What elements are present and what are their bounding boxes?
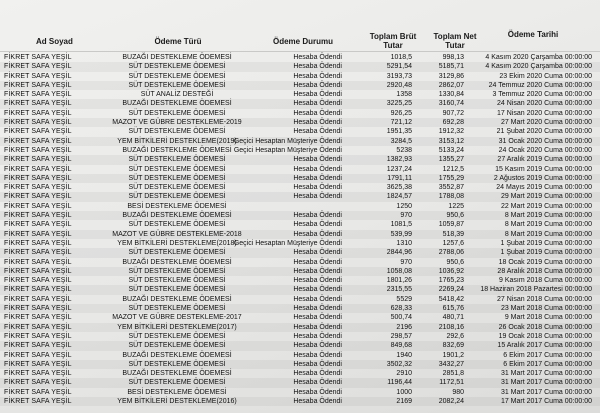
header-name: Ad Soyad bbox=[36, 37, 73, 46]
cell-name: FİKRET SAFA YEŞİL bbox=[4, 305, 72, 313]
cell-payment-date: 8 Mart 2019 Cuma 00:00:00 bbox=[504, 230, 592, 238]
cell-payment-status: Hesaba Ödendi bbox=[293, 360, 342, 368]
cell-payment-date: 6 Ekim 2017 Cuma 00:00:00 bbox=[503, 351, 592, 359]
cell-payment-date: 8 Mart 2019 Cuma 00:00:00 bbox=[504, 212, 592, 220]
cell-payment-date: 24 Ocak 2020 Cuma 00:00:00 bbox=[498, 146, 592, 154]
cell-payment-date: 19 Ocak 2018 Cuma 00:00:00 bbox=[498, 332, 592, 340]
cell-name: FİKRET SAFA YEŞİL bbox=[4, 230, 72, 238]
cell-payment-date: 17 Mart 2017 Cuma 00:00:00 bbox=[500, 397, 592, 405]
table-row bbox=[0, 360, 600, 369]
table-row bbox=[0, 323, 600, 332]
table-row bbox=[0, 146, 600, 155]
cell-name: FİKRET SAFA YEŞİL bbox=[4, 137, 72, 145]
cell-payment-status: Hesaba Ödendi bbox=[293, 397, 342, 405]
cell-payment-status: Hesaba Ödendi bbox=[293, 81, 342, 89]
cell-payment-date: 3 Temmuz 2020 Cuma 00:00:00 bbox=[492, 91, 592, 99]
cell-payment-type: BUZAĞI DESTEKLEME ÖDEMESİ bbox=[122, 295, 232, 303]
cell-gross-amount: 2910 bbox=[396, 370, 412, 378]
payment-rows bbox=[0, 53, 600, 406]
cell-name: FİKRET SAFA YEŞİL bbox=[4, 314, 72, 322]
cell-net-amount: 1788,08 bbox=[438, 193, 464, 201]
cell-payment-date: 4 Kasım 2020 Çarşamba 00:00:00 bbox=[485, 63, 592, 71]
table-row bbox=[0, 304, 600, 313]
cell-gross-amount: 3625,38 bbox=[386, 184, 412, 192]
cell-payment-status: Hesaba Ödendi bbox=[293, 128, 342, 136]
cell-gross-amount: 500,74 bbox=[390, 314, 412, 322]
cell-payment-date: 31 Ocak 2020 Cuma 00:00:00 bbox=[498, 137, 592, 145]
table-row bbox=[0, 192, 600, 201]
cell-name: FİKRET SAFA YEŞİL bbox=[4, 202, 72, 210]
cell-name: FİKRET SAFA YEŞİL bbox=[4, 267, 72, 275]
cell-payment-date: 22 Mart 2019 Cuma 00:00:00 bbox=[500, 202, 592, 210]
cell-gross-amount: 970 bbox=[400, 258, 412, 266]
cell-payment-type: SÜT DESTEKLEME ÖDEMESİ bbox=[128, 193, 226, 201]
cell-payment-status: Geçici Hesaptan Müşteriye Ödendi bbox=[233, 146, 342, 154]
cell-net-amount: 980 bbox=[452, 388, 464, 396]
cell-payment-status: Hesaba Ödendi bbox=[293, 295, 342, 303]
cell-payment-type: SÜT DESTEKLEME ÖDEMESİ bbox=[128, 379, 226, 387]
cell-payment-type: YEM BİTKİLERİ DESTEKLEME(2018) bbox=[117, 239, 237, 247]
cell-payment-type: SÜT DESTEKLEME ÖDEMESİ bbox=[128, 360, 226, 368]
cell-payment-type: SÜT DESTEKLEME ÖDEMESİ bbox=[128, 267, 226, 275]
cell-name: FİKRET SAFA YEŞİL bbox=[4, 258, 72, 266]
header-payment-type: Ödeme Türü bbox=[154, 37, 202, 46]
cell-payment-date: 1 Şubat 2019 Cuma 00:00:00 bbox=[500, 249, 592, 257]
cell-payment-type: YEM BİTKİLERİ DESTEKLEME(2019) bbox=[117, 137, 237, 145]
cell-net-amount: 1212,5 bbox=[442, 165, 464, 173]
cell-net-amount: 292,6 bbox=[446, 332, 464, 340]
table-row bbox=[0, 174, 600, 183]
cell-payment-date: 15 Kasım 2019 Cuma 00:00:00 bbox=[495, 165, 592, 173]
cell-name: FİKRET SAFA YEŞİL bbox=[4, 63, 72, 71]
header-gross-amount bbox=[358, 32, 428, 50]
cell-net-amount: 2269,24 bbox=[438, 286, 464, 294]
cell-payment-date: 17 Nisan 2020 Cuma 00:00:00 bbox=[497, 109, 592, 117]
cell-gross-amount: 5238 bbox=[396, 146, 412, 154]
cell-net-amount: 950,6 bbox=[446, 212, 464, 220]
cell-net-amount: 950,6 bbox=[446, 258, 464, 266]
cell-gross-amount: 1250 bbox=[396, 202, 412, 210]
table-row bbox=[0, 118, 600, 127]
cell-payment-type: YEM BİTKİLERİ DESTEKLEME(2016) bbox=[117, 397, 237, 405]
cell-payment-date: 31 Mart 2017 Cuma 00:00:00 bbox=[500, 379, 592, 387]
cell-net-amount: 480,71 bbox=[442, 314, 464, 322]
cell-name: FİKRET SAFA YEŞİL bbox=[4, 165, 72, 173]
cell-payment-date: 24 Temmuz 2020 Cuma 00:00:00 bbox=[488, 81, 592, 89]
cell-name: FİKRET SAFA YEŞİL bbox=[4, 81, 72, 89]
cell-payment-date: 27 Nisan 2018 Cuma 00:00:00 bbox=[497, 295, 592, 303]
cell-payment-type: SÜT DESTEKLEME ÖDEMESİ bbox=[128, 128, 226, 136]
cell-payment-type: SÜT DESTEKLEME ÖDEMESİ bbox=[128, 184, 226, 192]
cell-net-amount: 2108,16 bbox=[438, 323, 464, 331]
cell-payment-status: Hesaba Ödendi bbox=[293, 63, 342, 71]
cell-payment-type: SÜT DESTEKLEME ÖDEMESİ bbox=[128, 174, 226, 182]
cell-gross-amount: 1000 bbox=[396, 388, 412, 396]
cell-payment-date: 26 Ocak 2018 Cuma 00:00:00 bbox=[498, 323, 592, 331]
cell-gross-amount: 1081,5 bbox=[390, 221, 412, 229]
header-net-line1: Toplam Net bbox=[433, 32, 477, 41]
cell-name: FİKRET SAFA YEŞİL bbox=[4, 379, 72, 387]
cell-payment-type: SÜT DESTEKLEME ÖDEMESİ bbox=[128, 286, 226, 294]
cell-payment-type: SÜT DESTEKLEME ÖDEMESİ bbox=[128, 109, 226, 117]
table-row bbox=[0, 62, 600, 71]
cell-payment-status: Hesaba Ödendi bbox=[293, 230, 342, 238]
cell-payment-status: Hesaba Ödendi bbox=[293, 221, 342, 229]
cell-name: FİKRET SAFA YEŞİL bbox=[4, 193, 72, 201]
cell-payment-type: YEM BİTKİLERİ DESTEKLEME(2017) bbox=[117, 323, 237, 331]
cell-payment-date: 23 Mart 2018 Cuma 00:00:00 bbox=[500, 305, 592, 313]
cell-gross-amount: 1310 bbox=[396, 239, 412, 247]
cell-gross-amount: 3502,32 bbox=[386, 360, 412, 368]
cell-net-amount: 2788,06 bbox=[438, 249, 464, 257]
cell-name: FİKRET SAFA YEŞİL bbox=[4, 286, 72, 294]
cell-name: FİKRET SAFA YEŞİL bbox=[4, 146, 72, 154]
cell-name: FİKRET SAFA YEŞİL bbox=[4, 295, 72, 303]
cell-payment-date: 6 Ekim 2017 Cuma 00:00:00 bbox=[503, 360, 592, 368]
cell-payment-date: 31 Mart 2017 Cuma 00:00:00 bbox=[500, 370, 592, 378]
cell-gross-amount: 5291,54 bbox=[386, 63, 412, 71]
cell-gross-amount: 1951,35 bbox=[386, 128, 412, 136]
cell-gross-amount: 1196,44 bbox=[387, 379, 412, 387]
header-gross-line1: Toplam Brüt bbox=[369, 32, 417, 41]
table-row bbox=[0, 248, 600, 257]
cell-payment-type: SÜT DESTEKLEME ÖDEMESİ bbox=[128, 72, 226, 80]
cell-net-amount: 1172,51 bbox=[439, 379, 464, 387]
cell-payment-date: 28 Aralık 2018 Cuma 00:00:00 bbox=[497, 267, 592, 275]
cell-name: FİKRET SAFA YEŞİL bbox=[4, 221, 72, 229]
table-row bbox=[0, 155, 600, 164]
table-row bbox=[0, 183, 600, 192]
cell-payment-status: Hesaba Ödendi bbox=[293, 332, 342, 340]
cell-name: FİKRET SAFA YEŞİL bbox=[4, 91, 72, 99]
cell-gross-amount: 1824,57 bbox=[386, 193, 412, 201]
cell-net-amount: 1330,84 bbox=[438, 91, 464, 99]
cell-payment-date: 31 Mart 2017 Cuma 00:00:00 bbox=[500, 388, 592, 396]
cell-payment-status: Hesaba Ödendi bbox=[293, 323, 342, 331]
cell-payment-type: SÜT DESTEKLEME ÖDEMESİ bbox=[128, 305, 226, 313]
cell-payment-date: 29 Mart 2019 Cuma 00:00:00 bbox=[500, 193, 592, 201]
cell-payment-type: BUZAĞI DESTEKLEME ÖDEMESİ bbox=[122, 351, 232, 359]
cell-payment-type: SÜT ANALİZ DESTEĞİ bbox=[140, 91, 214, 99]
cell-payment-type: BUZAĞI DESTEKLEME ÖDEMESİ bbox=[122, 146, 232, 154]
cell-gross-amount: 1791,11 bbox=[387, 174, 412, 182]
cell-name: FİKRET SAFA YEŞİL bbox=[4, 388, 72, 396]
cell-gross-amount: 970 bbox=[400, 212, 412, 220]
cell-gross-amount: 1801,26 bbox=[386, 277, 412, 285]
cell-net-amount: 1765,23 bbox=[438, 277, 464, 285]
cell-name: FİKRET SAFA YEŞİL bbox=[4, 128, 72, 136]
cell-payment-date: 4 Kasım 2020 Çarşamba 00:00:00 bbox=[485, 54, 592, 61]
cell-payment-type: SÜT DESTEKLEME ÖDEMESİ bbox=[128, 81, 226, 89]
cell-payment-type: MAZOT VE GÜBRE DESTEKLEME-2019 bbox=[112, 119, 242, 127]
table-row bbox=[0, 53, 600, 62]
cell-gross-amount: 721,12 bbox=[390, 119, 412, 127]
cell-payment-type: SÜT DESTEKLEME ÖDEMESİ bbox=[128, 156, 226, 164]
cell-gross-amount: 926,25 bbox=[390, 109, 412, 117]
cell-name: FİKRET SAFA YEŞİL bbox=[4, 156, 72, 164]
table-row bbox=[0, 313, 600, 322]
table-row bbox=[0, 109, 600, 118]
cell-net-amount: 907,72 bbox=[442, 109, 464, 117]
cell-net-amount: 3153,12 bbox=[438, 137, 464, 145]
table-row bbox=[0, 351, 600, 360]
cell-name: FİKRET SAFA YEŞİL bbox=[4, 351, 72, 359]
table-row bbox=[0, 211, 600, 220]
cell-payment-type: BUZAĞI DESTEKLEME ÖDEMESİ bbox=[122, 54, 232, 61]
cell-payment-status: Hesaba Ödendi bbox=[293, 212, 342, 220]
cell-net-amount: 2082,24 bbox=[438, 397, 464, 405]
cell-payment-status: Geçici Hesaptan Müşteriye Ödendi bbox=[233, 137, 342, 145]
cell-payment-type: BUZAĞI DESTEKLEME ÖDEMESİ bbox=[122, 100, 232, 108]
cell-net-amount: 1059,87 bbox=[438, 221, 464, 229]
cell-payment-status: Hesaba Ödendi bbox=[293, 72, 342, 80]
table-row bbox=[0, 276, 600, 285]
cell-payment-type: SÜT DESTEKLEME ÖDEMESİ bbox=[128, 165, 226, 173]
cell-net-amount: 2862,07 bbox=[438, 81, 464, 89]
cell-net-amount: 2851,8 bbox=[442, 370, 464, 378]
cell-gross-amount: 628,33 bbox=[390, 305, 412, 313]
header-net-line2: Tutar bbox=[445, 41, 465, 50]
cell-net-amount: 1912,32 bbox=[438, 128, 464, 136]
cell-name: FİKRET SAFA YEŞİL bbox=[4, 277, 72, 285]
cell-gross-amount: 2169 bbox=[396, 397, 412, 405]
cell-payment-date: 8 Mart 2019 Cuma 00:00:00 bbox=[504, 221, 592, 229]
cell-gross-amount: 3284,5 bbox=[390, 137, 412, 145]
cell-name: FİKRET SAFA YEŞİL bbox=[4, 323, 72, 331]
cell-payment-status: Hesaba Ödendi bbox=[293, 277, 342, 285]
cell-net-amount: 1901,2 bbox=[442, 351, 464, 359]
cell-net-amount: 998,13 bbox=[442, 54, 464, 61]
cell-net-amount: 518,39 bbox=[442, 230, 464, 238]
table-row bbox=[0, 220, 600, 229]
cell-payment-type: BESİ DESTEKLEME ÖDEMESİ bbox=[127, 388, 227, 396]
cell-payment-date: 24 Mayıs 2019 Cuma 00:00:00 bbox=[496, 184, 592, 192]
cell-payment-status: Hesaba Ödendi bbox=[293, 109, 342, 117]
cell-name: FİKRET SAFA YEŞİL bbox=[4, 360, 72, 368]
cell-payment-date: 1 Şubat 2019 Cuma 00:00:00 bbox=[500, 239, 592, 247]
cell-payment-type: SÜT DESTEKLEME ÖDEMESİ bbox=[128, 63, 226, 71]
cell-gross-amount: 1018,5 bbox=[390, 54, 412, 61]
cell-name: FİKRET SAFA YEŞİL bbox=[4, 72, 72, 80]
cell-gross-amount: 2315,55 bbox=[386, 286, 412, 294]
table-row bbox=[0, 332, 600, 341]
table-row bbox=[0, 230, 600, 239]
table-row bbox=[0, 378, 600, 387]
table-row bbox=[0, 72, 600, 81]
cell-gross-amount: 2844,96 bbox=[386, 249, 412, 257]
cell-net-amount: 692,28 bbox=[442, 119, 464, 127]
table-row bbox=[0, 341, 600, 350]
cell-payment-status: Hesaba Ödendi bbox=[293, 379, 342, 387]
cell-payment-status: Hesaba Ödendi bbox=[293, 174, 342, 182]
cell-gross-amount: 3193,73 bbox=[386, 72, 412, 80]
cell-payment-type: SÜT DESTEKLEME ÖDEMESİ bbox=[128, 342, 226, 350]
cell-payment-status: Hesaba Ödendi bbox=[293, 342, 342, 350]
cell-payment-type: BUZAĞI DESTEKLEME ÖDEMESİ bbox=[122, 370, 232, 378]
cell-gross-amount: 1382,93 bbox=[386, 156, 412, 164]
header-payment-date: Ödeme Tarihi bbox=[507, 30, 559, 39]
table-row bbox=[0, 81, 600, 90]
cell-net-amount: 3552,87 bbox=[438, 184, 464, 192]
cell-payment-date: 23 Ekim 2020 Cuma 00:00:00 bbox=[499, 72, 592, 80]
header-payment-status: Ödeme Durumu bbox=[272, 37, 333, 46]
table-row bbox=[0, 258, 600, 267]
table-row bbox=[0, 239, 600, 248]
table-row bbox=[0, 127, 600, 136]
cell-net-amount: 3129,86 bbox=[438, 72, 464, 80]
table-row bbox=[0, 99, 600, 108]
cell-name: FİKRET SAFA YEŞİL bbox=[4, 212, 72, 220]
cell-payment-status: Hesaba Ödendi bbox=[293, 91, 342, 99]
cell-payment-status: Geçici Hesaptan Müşteriye Ödendi bbox=[233, 239, 342, 247]
cell-payment-status: Hesaba Ödendi bbox=[293, 184, 342, 192]
cell-name: FİKRET SAFA YEŞİL bbox=[4, 249, 72, 257]
cell-gross-amount: 2196 bbox=[396, 323, 412, 331]
cell-gross-amount: 539,99 bbox=[390, 230, 412, 238]
cell-net-amount: 3432,27 bbox=[438, 360, 464, 368]
cell-payment-date: 27 Mart 2020 Cuma 00:00:00 bbox=[500, 119, 592, 127]
cell-payment-type: BUZAĞI DESTEKLEME ÖDEMESİ bbox=[122, 258, 232, 266]
cell-gross-amount: 1058,08 bbox=[386, 267, 412, 275]
cell-net-amount: 5133,24 bbox=[438, 146, 464, 154]
table-row bbox=[0, 267, 600, 276]
cell-gross-amount: 3225,25 bbox=[386, 100, 412, 108]
header-net-amount bbox=[424, 32, 486, 50]
cell-name: FİKRET SAFA YEŞİL bbox=[4, 109, 72, 117]
cell-name: FİKRET SAFA YEŞİL bbox=[4, 397, 72, 405]
header-divider bbox=[0, 51, 600, 52]
table-row bbox=[0, 397, 600, 406]
cell-gross-amount: 2920,48 bbox=[386, 81, 412, 89]
cell-payment-status: Hesaba Ödendi bbox=[293, 100, 342, 108]
cell-payment-date: 2 Ağustos 2019 Cuma 00:00:00 bbox=[493, 174, 592, 182]
cell-payment-date: 15 Aralık 2017 Cuma 00:00:00 bbox=[497, 342, 592, 350]
cell-payment-status: Hesaba Ödendi bbox=[293, 305, 342, 313]
cell-net-amount: 1036,92 bbox=[438, 267, 464, 275]
cell-payment-type: SÜT DESTEKLEME ÖDEMESİ bbox=[128, 332, 226, 340]
cell-payment-type: MAZOT VE GÜBRE DESTEKLEME-2017 bbox=[112, 314, 242, 322]
cell-payment-date: 18 Haziran 2018 Pazartesi 00:00:00 bbox=[480, 286, 592, 294]
cell-payment-type: SÜT DESTEKLEME ÖDEMESİ bbox=[128, 249, 226, 257]
cell-payment-type: SÜT DESTEKLEME ÖDEMESİ bbox=[128, 221, 226, 229]
cell-payment-status: Hesaba Ödendi bbox=[293, 351, 342, 359]
cell-payment-status: Hesaba Ödendi bbox=[293, 156, 342, 164]
cell-payment-date: 9 Mart 2018 Cuma 00:00:00 bbox=[504, 314, 592, 322]
cell-gross-amount: 1940 bbox=[396, 351, 412, 359]
cell-payment-type: SÜT DESTEKLEME ÖDEMESİ bbox=[128, 277, 226, 285]
cell-name: FİKRET SAFA YEŞİL bbox=[4, 174, 72, 182]
cell-payment-status: Hesaba Ödendi bbox=[293, 388, 342, 396]
cell-net-amount: 5185,71 bbox=[438, 63, 464, 71]
cell-payment-date: 27 Aralık 2019 Cuma 00:00:00 bbox=[497, 156, 592, 164]
cell-gross-amount: 1358 bbox=[396, 91, 412, 99]
cell-payment-status: Hesaba Ödendi bbox=[293, 370, 342, 378]
cell-payment-date: 18 Ocak 2019 Cuma 00:00:00 bbox=[498, 258, 592, 266]
table-row bbox=[0, 285, 600, 294]
cell-payment-date: 21 Şubat 2020 Cuma 00:00:00 bbox=[496, 128, 592, 136]
cell-name: FİKRET SAFA YEŞİL bbox=[4, 184, 72, 192]
table-row bbox=[0, 388, 600, 397]
cell-payment-status: Hesaba Ödendi bbox=[293, 267, 342, 275]
cell-payment-date: 24 Nisan 2020 Cuma 00:00:00 bbox=[497, 100, 592, 108]
cell-name: FİKRET SAFA YEŞİL bbox=[4, 332, 72, 340]
cell-payment-type: MAZOT VE GÜBRE DESTEKLEME-2018 bbox=[112, 230, 242, 238]
table-row bbox=[0, 165, 600, 174]
table-row bbox=[0, 295, 600, 304]
cell-name: FİKRET SAFA YEŞİL bbox=[4, 342, 72, 350]
cell-payment-date: 9 Kasım 2018 Cuma 00:00:00 bbox=[498, 277, 592, 285]
header-gross-line2: Tutar bbox=[383, 41, 403, 50]
cell-name: FİKRET SAFA YEŞİL bbox=[4, 100, 72, 108]
cell-payment-status: Hesaba Ödendi bbox=[293, 165, 342, 173]
cell-payment-status: Hesaba Ödendi bbox=[293, 286, 342, 294]
table-row bbox=[0, 369, 600, 378]
cell-name: FİKRET SAFA YEŞİL bbox=[4, 239, 72, 247]
cell-name: FİKRET SAFA YEŞİL bbox=[4, 370, 72, 378]
cell-payment-status: Hesaba Ödendi bbox=[293, 249, 342, 257]
cell-gross-amount: 849,68 bbox=[390, 342, 412, 350]
cell-payment-status: Hesaba Ödendi bbox=[293, 119, 342, 127]
cell-net-amount: 5418,42 bbox=[438, 295, 464, 303]
cell-payment-type: BESİ DESTEKLEME ÖDEMESİ bbox=[127, 202, 227, 210]
cell-net-amount: 1225 bbox=[448, 202, 464, 210]
table-row bbox=[0, 202, 600, 211]
cell-name: FİKRET SAFA YEŞİL bbox=[4, 54, 72, 61]
cell-payment-status: Hesaba Ödendi bbox=[293, 314, 342, 322]
cell-payment-status: Hesaba Ödendi bbox=[293, 54, 342, 61]
table-row bbox=[0, 137, 600, 146]
cell-net-amount: 832,69 bbox=[442, 342, 464, 350]
cell-net-amount: 615,76 bbox=[442, 305, 464, 313]
cell-gross-amount: 1237,24 bbox=[386, 165, 412, 173]
cell-net-amount: 1355,27 bbox=[438, 156, 464, 164]
cell-name: FİKRET SAFA YEŞİL bbox=[4, 119, 72, 127]
table-row bbox=[0, 90, 600, 99]
cell-gross-amount: 5529 bbox=[396, 295, 412, 303]
cell-payment-type: BUZAĞI DESTEKLEME ÖDEMESİ bbox=[122, 212, 232, 220]
cell-net-amount: 3160,74 bbox=[438, 100, 464, 108]
cell-payment-status: Hesaba Ödendi bbox=[293, 258, 342, 266]
cell-net-amount: 1257,6 bbox=[442, 239, 464, 247]
cell-net-amount: 1755,29 bbox=[438, 174, 464, 182]
cell-payment-status: Hesaba Ödendi bbox=[293, 193, 342, 201]
cell-gross-amount: 298,57 bbox=[390, 332, 412, 340]
